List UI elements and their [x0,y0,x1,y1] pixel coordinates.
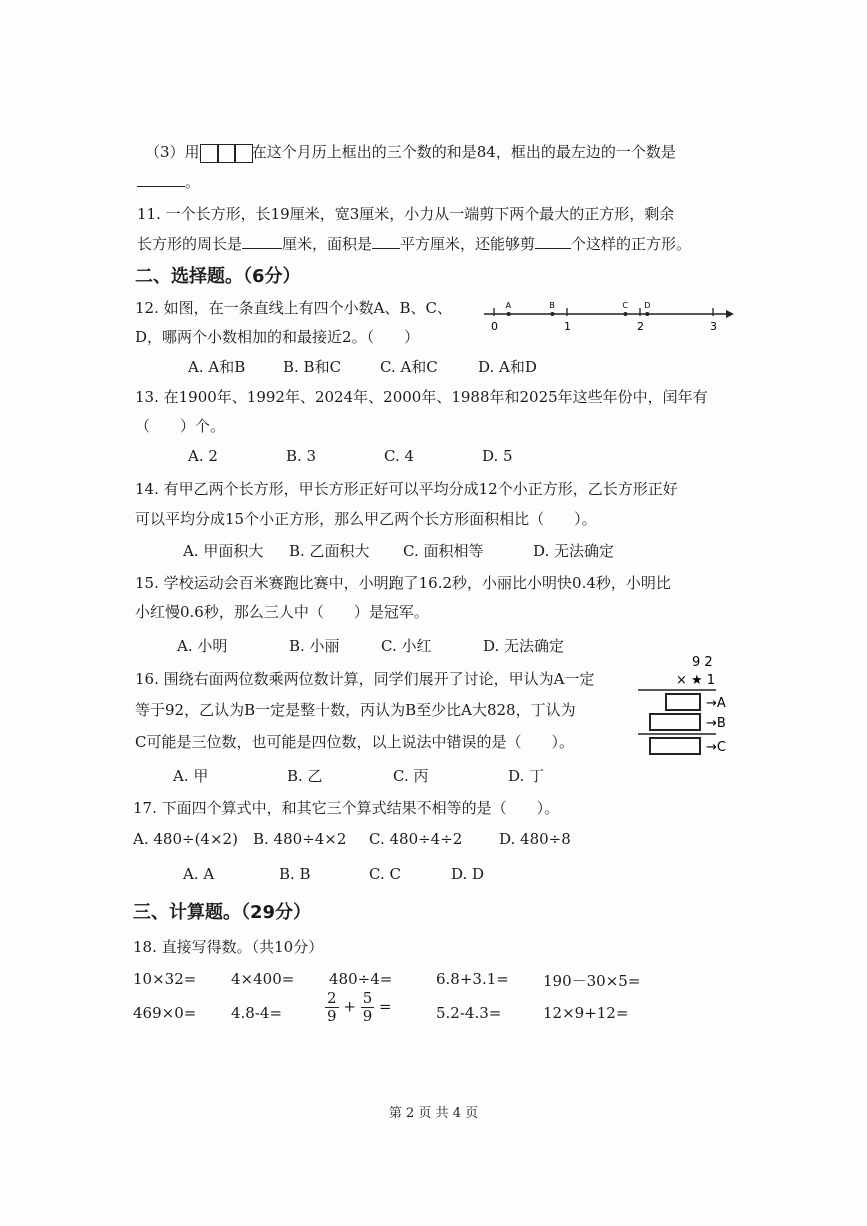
q15-option-d[interactable]: D. 无法确定 [483,637,565,655]
number-line-point-label: B [549,301,555,310]
partial-product-b-box [650,714,700,730]
q16-option-c[interactable]: C. 丙 [393,767,429,785]
q18-title: 18. 直接写得数。（共10分） [133,938,324,956]
calc-item: 5.2-4.3= [436,1004,502,1022]
calc-item: 12×9+12= [543,1004,629,1022]
q10-3-suffix: 在这个月历上框出的三个数的和是84，框出的最左边的一个数是 [251,143,676,161]
calc-item: 4.8-4= [231,1004,283,1022]
q17-expr-b: B. 480÷4×2 [253,830,347,848]
calc-item: 10×32= [133,970,197,988]
q10-3-line2: 。 [137,171,200,192]
q13-line1: 13. 在1900年、1992年、2024年、2000年、1988年和2025年这些年份中，闰年有 [135,388,708,406]
q11-line1: 11. 一个长方形，长19厘米，宽3厘米，小力从一端剪下两个最大的正方形，剩余 [137,205,675,223]
q10-3-prefix: （3）用 [145,143,200,161]
q12-option-d[interactable]: D. A和D [478,358,537,376]
partial-product-a-box [666,694,700,710]
q14-option-a[interactable]: A. 甲面积大 [183,542,264,560]
arrow-c: →C [706,740,726,755]
q16-option-b[interactable]: B. 乙 [287,767,323,785]
q13-line2: （ ）个。 [135,417,226,435]
number-line-point [623,312,627,316]
q16-option-d[interactable]: D. 丁 [508,767,545,785]
number-line-point [507,312,511,316]
squares-count-blank[interactable] [535,236,571,249]
q16-line1: 16. 围绕右面两位数乘两位数计算，同学们展开了讨论，甲认为A一定 [135,670,595,688]
q10-3-line1 [145,141,676,163]
multiplicand: 9 2 [692,655,713,670]
q16-line3: C可能是三位数，也可能是四位数，以上说法中错误的是（ ）。 [135,733,574,751]
number-line-tick-label: 3 [710,320,717,333]
q14-line1: 14. 有甲乙两个长方形，甲长方形正好可以平均分成12个小正方形，乙长方形正好 [135,480,678,498]
number-line-point-label: D [644,301,651,310]
calc-item: 480÷4= [329,970,393,988]
q16-option-a[interactable]: A. 甲 [173,767,209,785]
q14-option-d[interactable]: D. 无法确定 [533,542,615,560]
q17-option-a[interactable]: A. A [183,865,215,883]
fraction-5-9: $\frac{5}{9}$ [362,989,373,1025]
q17-expr-c: C. 480÷4÷2 [369,830,463,848]
q12-line1: 12. 如图，在一条直线上有四个小数A、B、C、 [135,299,452,317]
q13-option-a[interactable]: A. 2 [188,447,218,465]
number-line-tick-label: 2 [637,320,644,333]
arrow-head-icon [726,310,734,318]
number-line [476,296,736,336]
fraction-2-9: $\frac{2}{9}$ [327,989,337,1025]
calc-item: 6.8+3.1= [436,970,509,988]
section-title-calculation: 三、计算题。（29分） [133,902,312,923]
q14-option-c[interactable]: C. 面积相等 [403,542,484,560]
number-line-point-label: C [622,301,628,310]
q12-option-b[interactable]: B. B和C [283,358,342,376]
multiplier: × ★ 1 [676,673,716,688]
q17-line1: 17. 下面四个算式中，和其它三个算式结果不相等的是（ ）。 [133,799,560,817]
q17-expr-a: A. 480÷(4×2) [133,830,238,848]
number-line-point [645,312,649,316]
number-line-point-label: A [505,301,512,310]
q16-line2: 等于92，乙认为B一定是整十数，丙认为B至少比A大828，丁认为 [135,701,576,719]
calc-item: 4×400= [231,970,295,988]
calc-item: 190－30×5= [543,972,641,990]
number-line-point [550,312,554,316]
q13-option-b[interactable]: B. 3 [286,447,317,465]
q12-line2: D，哪两个小数相加的和最接近2。（ ） [135,328,420,346]
q15-line2: 小红慢0.6秒，那么三人中（ ）是冠军。 [135,603,429,621]
q12-option-a[interactable]: A. A和B [188,358,246,376]
area-blank[interactable] [372,236,400,249]
q15-option-a[interactable]: A. 小明 [177,637,228,655]
q17-expr-d: D. 480÷8 [499,830,571,848]
q13-option-c[interactable]: C. 4 [384,447,415,465]
q15-option-b[interactable]: B. 小丽 [289,637,340,655]
perimeter-blank[interactable] [242,236,282,249]
number-line-tick-label: 0 [491,320,498,333]
q15-option-c[interactable]: C. 小红 [381,637,432,655]
q11-line2: 长方形的周长是 厘米，面积是 平方厘米，还能够剪 个这样的正方形。 [137,235,692,253]
calendar-frame-boxes [200,143,252,163]
answer-blank[interactable] [137,174,185,187]
q17-option-d[interactable]: D. D [451,865,485,883]
fraction-sum-item: $\frac{2}{9}$ + $\frac{5}{9}$ = [327,989,392,1025]
product-c-box [650,738,700,754]
calc-item: 469×0= [133,1004,197,1022]
q14-line2: 可以平均分成15个小正方形，那么甲乙两个长方形面积相比（ ）。 [135,510,597,528]
multiplication-figure [636,652,746,760]
q17-option-b[interactable]: B. B [279,865,311,883]
number-line-tick-label: 1 [564,320,571,333]
q14-option-b[interactable]: B. 乙面积大 [289,542,370,560]
q13-option-d[interactable]: D. 5 [482,447,513,465]
arrow-b: →B [706,716,726,731]
q12-option-c[interactable]: C. A和C [380,358,438,376]
section-title-choice: 二、选择题。（6分） [135,266,301,287]
q17-option-c[interactable]: C. C [369,865,401,883]
page-footer: 第 2 页 共 4 页 [388,1106,479,1121]
arrow-a: →A [706,696,726,711]
q15-line1: 15. 学校运动会百米赛跑比赛中，小明跑了16.2秒，小丽比小明快0.4秒，小明比 [135,574,671,592]
